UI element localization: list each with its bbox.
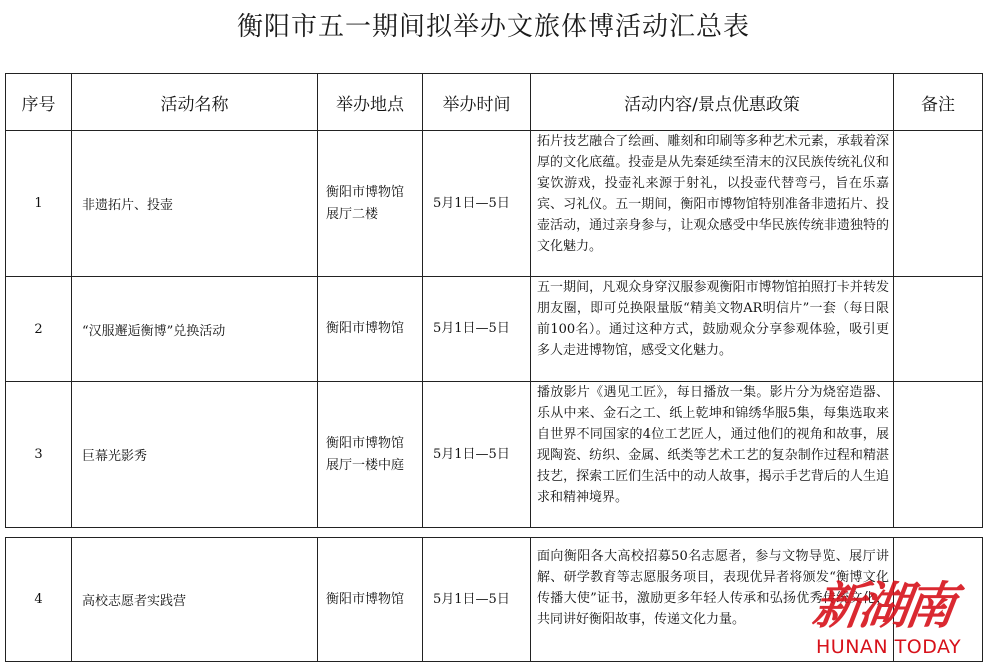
row-activity-name: “汉服邂逅衡博”兑换活动 bbox=[72, 277, 318, 382]
row-venue: 衡阳市博物馆展厅二楼 bbox=[318, 131, 423, 277]
table-row bbox=[6, 538, 983, 662]
table-header-row bbox=[6, 74, 983, 131]
row-no: 2 bbox=[6, 277, 72, 382]
row-note bbox=[894, 277, 983, 382]
activity-table bbox=[5, 73, 983, 528]
header-note: 备注 bbox=[894, 74, 983, 131]
row-note bbox=[894, 382, 983, 528]
row-no: 3 bbox=[6, 382, 72, 528]
watermark-english: HUNAN TODAY bbox=[816, 636, 962, 658]
header-venue: 举办地点 bbox=[318, 74, 423, 131]
row-activity-name: 巨幕光影秀 bbox=[72, 382, 318, 528]
table-row bbox=[6, 277, 983, 382]
row-content: 拓片技艺融合了绘画、雕刻和印刷等多种艺术元素，承载着深厚的文化底蕴。投壶是从先秦延续至清末的汉民族传统礼仪和宴饮游戏，投壶礼来源于射礼，以投壶代替弯弓，旨在乐嘉宾、习礼仪。五一期间，衡阳市博物馆特别准备非遗拓片、投壶活动，通过亲身参与，让观众感受中华民族传统非遗独特的文化魅力。 bbox=[531, 131, 894, 277]
header-name: 活动名称 bbox=[72, 74, 318, 131]
row-no: 4 bbox=[6, 538, 72, 662]
row-time: 5月1日—5日 bbox=[423, 382, 531, 528]
row-no: 1 bbox=[6, 131, 72, 277]
header-no: 序号 bbox=[6, 74, 72, 131]
row-time: 5月1日—5日 bbox=[423, 131, 531, 277]
row-note bbox=[894, 131, 983, 277]
row-venue: 衡阳市博物馆 bbox=[318, 538, 423, 662]
table-row bbox=[6, 131, 983, 277]
row-activity-name: 非遗拓片、投壶 bbox=[72, 131, 318, 277]
page-title: 衡阳市五一期间拟举办文旅体博活动汇总表 bbox=[236, 12, 750, 42]
row-venue: 衡阳市博物馆 bbox=[318, 277, 423, 382]
header-time: 举办时间 bbox=[423, 74, 531, 131]
row-venue: 衡阳市博物馆展厅一楼中庭 bbox=[318, 382, 423, 528]
row-time: 5月1日—5日 bbox=[423, 277, 531, 382]
table-row bbox=[6, 382, 983, 528]
header-content: 活动内容/景点优惠政策 bbox=[531, 74, 894, 131]
watermark-logo: 新湖南 bbox=[809, 577, 956, 635]
row-content: 面向衡阳各大高校招募50名志愿者，参与文物导览、展厅讲解、研学教育等志愿服务项目，表现优异者将颁发“衡博文化传播大使”证书，激励更多年轻人传承和弘扬优秀传统文化，共同讲好衡阳故事，传递文化力量。 bbox=[531, 538, 894, 662]
row-time: 5月1日—5日 bbox=[423, 538, 531, 662]
row-content: 播放影片《遇见工匠》，每日播放一集。影片分为烧窑造器、乐从中来、金石之工、纸上乾坤和锦绣华服5集，每集选取来自世界不同国家的4位工艺匠人，通过他们的视角和故事，展现陶瓷、纺织、金属、纸类等艺术工艺的复杂制作过程和精湛技艺，探索工匠们生活中的动人故事，揭示手艺背后的人生追求和精神境界。 bbox=[531, 382, 894, 528]
activity-table-continued bbox=[5, 537, 983, 662]
row-note bbox=[894, 538, 983, 662]
row-activity-name: 高校志愿者实践营 bbox=[72, 538, 318, 662]
row-content: 五一期间，凡观众身穿汉服参观衡阳市博物馆拍照打卡并转发朋友圈，即可兑换限量版“精美文物AR明信片”一套（每日限前100名）。通过这种方式，鼓励观众分享参观体验，吸引更多人走进博物馆，感受文化魅力。 bbox=[531, 277, 894, 382]
